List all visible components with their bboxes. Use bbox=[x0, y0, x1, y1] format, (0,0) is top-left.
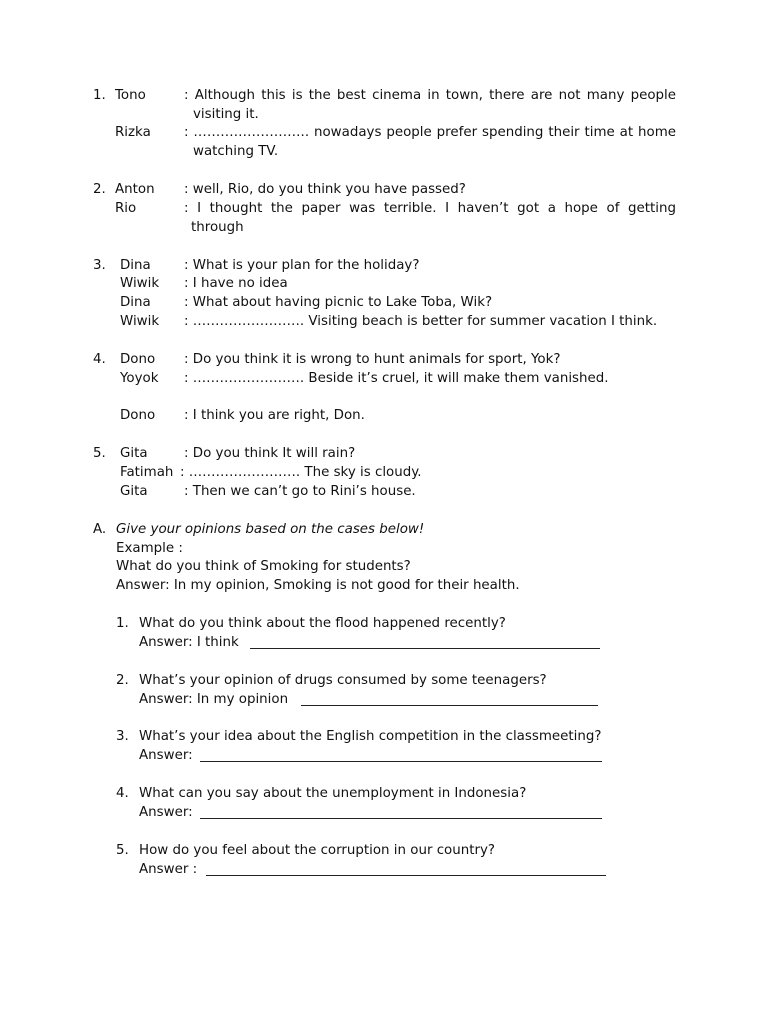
answer-blank-line[interactable] bbox=[200, 749, 602, 762]
question-text: How do you feel about the corruption in our country? bbox=[139, 843, 496, 858]
speaker-name: Gita bbox=[120, 446, 148, 461]
answer-prefix: Answer: I think bbox=[139, 635, 239, 650]
section-instruction: Give your opinions based on the cases below! bbox=[116, 522, 425, 537]
dialog-line: : What about having picnic to Lake Toba, Wik? bbox=[184, 295, 493, 310]
question-text: What’s your opinion of drugs consumed by some teenagers? bbox=[139, 673, 547, 688]
dialog-line: : …………………….. nowadays people prefer spending their time at home bbox=[184, 125, 676, 140]
question-text: What can you say about the unemployment in Indonesia? bbox=[139, 786, 527, 801]
answer-prefix: Answer: bbox=[139, 748, 193, 763]
dialog-number: 4. bbox=[93, 352, 106, 367]
speaker-name: Gita bbox=[120, 484, 148, 499]
speaker-name: Rio bbox=[115, 201, 137, 216]
question-number: 4. bbox=[116, 786, 129, 801]
dialog-line-continuation: watching TV. bbox=[193, 144, 279, 159]
answer-blank-line[interactable] bbox=[250, 636, 600, 649]
dialog-line: : I have no idea bbox=[184, 276, 288, 291]
question-text: What do you think about the flood happened recently? bbox=[139, 616, 506, 631]
speaker-name: Anton bbox=[115, 182, 155, 197]
speaker-name: Dono bbox=[120, 408, 156, 423]
question-number: 2. bbox=[116, 673, 129, 688]
dialog-line: : I thought the paper was terrible. I haven’t got a hope of getting bbox=[184, 201, 676, 216]
dialog-line: : well, Rio, do you think you have passed? bbox=[184, 182, 466, 197]
speaker-name: Wiwik bbox=[120, 314, 160, 329]
dialog-number: 2. bbox=[93, 182, 106, 197]
answer-blank-line[interactable] bbox=[206, 863, 606, 876]
dialog-number: 1. bbox=[93, 88, 106, 103]
dialog-line: : ……………………. The sky is cloudy. bbox=[180, 465, 422, 480]
dialog-number: 5. bbox=[93, 446, 106, 461]
question-number: 1. bbox=[116, 616, 129, 631]
answer-prefix: Answer: bbox=[139, 805, 193, 820]
answer-prefix: Answer : bbox=[139, 862, 198, 877]
speaker-name: Dina bbox=[120, 295, 151, 310]
dialog-line: : Do you think It will rain? bbox=[184, 446, 356, 461]
dialog-line: : ……………………. Beside it’s cruel, it will make them vanished. bbox=[184, 371, 609, 386]
speaker-name: Wiwik bbox=[120, 276, 160, 291]
speaker-name: Tono bbox=[115, 88, 146, 103]
question-text: What’s your idea about the English competition in the classmeeting? bbox=[139, 729, 602, 744]
answer-blank-line[interactable] bbox=[200, 806, 602, 819]
dialog-line: : Although this is the best cinema in town, there are not many people bbox=[184, 88, 676, 103]
speaker-name: Dono bbox=[120, 352, 156, 367]
dialog-line: : What is your plan for the holiday? bbox=[184, 258, 420, 273]
dialog-number: 3. bbox=[93, 258, 106, 273]
dialog-line: : ……………………. Visiting beach is better for summer vacation I think. bbox=[184, 314, 658, 329]
example-answer: Answer: In my opinion, Smoking is not good for their health. bbox=[116, 578, 520, 593]
dialog-line-continuation: visiting it. bbox=[193, 107, 259, 122]
example-label: Example : bbox=[116, 541, 183, 556]
answer-prefix: Answer: In my opinion bbox=[139, 692, 289, 707]
speaker-name: Fatimah bbox=[120, 465, 174, 480]
dialog-line-continuation: through bbox=[191, 220, 244, 235]
speaker-name: Yoyok bbox=[120, 371, 159, 386]
section-letter: A. bbox=[93, 522, 107, 537]
question-number: 3. bbox=[116, 729, 129, 744]
dialog-line: : Do you think it is wrong to hunt animals for sport, Yok? bbox=[184, 352, 561, 367]
dialog-line: : Then we can’t go to Rini’s house. bbox=[184, 484, 416, 499]
example-question: What do you think of Smoking for students? bbox=[116, 559, 411, 574]
dialog-line: : I think you are right, Don. bbox=[184, 408, 365, 423]
speaker-name: Dina bbox=[120, 258, 151, 273]
question-number: 5. bbox=[116, 843, 129, 858]
speaker-name: Rizka bbox=[115, 125, 151, 140]
answer-blank-line[interactable] bbox=[301, 693, 598, 706]
